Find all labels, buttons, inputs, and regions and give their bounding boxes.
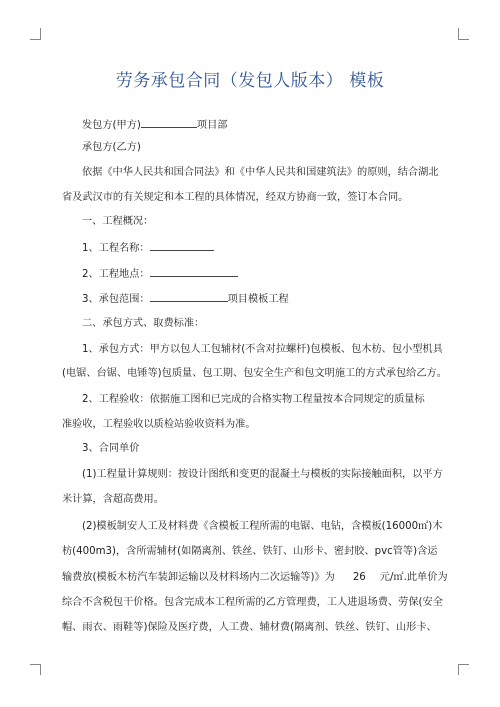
contractor-a-blank[interactable] — [141, 117, 197, 128]
paragraph-line: (2)模板制安人工及材料费《含模板工程所需的电锯、电钻，含模板(16000㎡)木 — [82, 521, 443, 532]
scope-line — [82, 291, 289, 306]
project-name-line — [82, 240, 214, 255]
paragraph-line: 帽、雨衣、雨鞋等)保险及医疗费，人工费、辅材费(隔离剂、铁丝、铁钉、山形卡、 — [62, 622, 437, 633]
project-name-blank[interactable] — [150, 240, 214, 251]
project-location-label: 2、工程地点： — [82, 269, 150, 280]
contractor-a-suffix: 项目部 — [196, 120, 228, 131]
scope-suffix: 项目模板工程 — [227, 294, 289, 305]
contractor-a-label: 发包方(甲方) — [82, 120, 141, 131]
unit-price-line — [62, 571, 448, 584]
unit-price-prefix: 输费放(模板木枋汽车装卸运输以及材料场内二次运输等)》为 — [62, 572, 335, 583]
paragraph-line: 米计算，含超高费用。 — [62, 494, 164, 505]
paragraph-line: (1)工程量计算规则：按设计图纸和变更的混凝土与模板的实际接触面积，以平方 — [82, 469, 443, 480]
unit-price-suffix: 元/㎡.此单价为 — [379, 572, 448, 583]
section-heading: 3、合同单价 — [82, 443, 140, 454]
contractor-a-line — [82, 117, 227, 132]
contractor-b-line: 承包方(乙方) — [82, 142, 141, 153]
paragraph-line: (电锯、台锯、电锤等)包质量、包工期、包安全生产和包文明施工的方式承包给乙方。 — [62, 368, 447, 379]
paragraph-line: 依据《中华人民共和国合同法》和《中华人民共和国建筑法》的原则，结合湖北 — [82, 167, 439, 178]
paragraph-line: 1、承包方式：甲方以包人工包辅材(不含对拉螺杆)包模板、包木枋、包小型机具 — [82, 344, 443, 355]
paragraph-line: 准验收，工程验收以质检站验收资料为准。 — [62, 419, 256, 430]
project-name-label: 1、工程名称： — [82, 243, 150, 254]
document-title: 劳务承包合同（发包人版本） 模板 — [115, 71, 385, 91]
section-heading: 一、工程概况： — [82, 216, 154, 227]
unit-price-value: 26 — [352, 572, 366, 583]
project-location-line — [82, 266, 238, 281]
paragraph-line: 综合不含税包干价格。包含完成本工程所需的乙方管理费，工人进退场费、劳保(安全 — [62, 597, 443, 608]
scope-blank[interactable] — [150, 291, 228, 302]
paragraph-line: 2、工程验收：依据施工图和已完成的合格实物工程量按本合同规定的质量标 — [82, 394, 425, 405]
paragraph-line: 枋(400m3)，含所需辅材(如隔离剂、铁丝、铁钉、山形卡、密封胶、pvc管等)含运 — [62, 546, 438, 557]
project-location-blank[interactable] — [150, 266, 238, 277]
paragraph-line: 省及武汉市的有关规定和本工程的具体情况，经双方协商一致，签订本合同。 — [62, 192, 409, 203]
scope-label: 3、承包范围： — [82, 294, 150, 305]
section-heading: 二、承包方式、取费标准： — [82, 318, 205, 329]
